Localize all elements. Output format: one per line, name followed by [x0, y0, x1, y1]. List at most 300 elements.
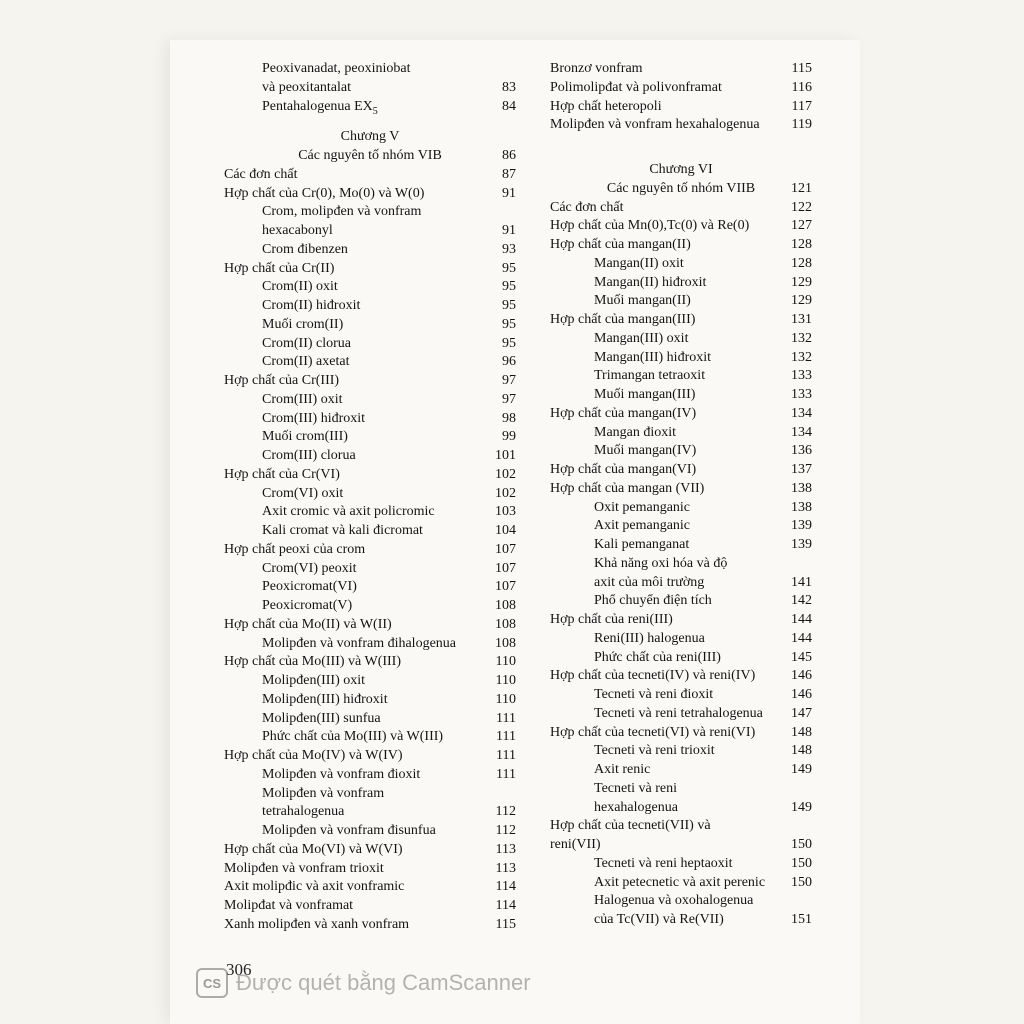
toc-entry [550, 461, 812, 480]
toc-entry-title [224, 541, 365, 560]
toc-entry-page: 112 [495, 804, 516, 820]
toc-entry-title [262, 60, 411, 79]
toc-entry [550, 311, 812, 330]
toc-entry [550, 686, 812, 705]
toc-entry [550, 405, 812, 424]
toc-entry-title [594, 292, 691, 311]
toc-entry-title [262, 353, 349, 372]
toc-entry-text: hexacabonyl [262, 223, 333, 238]
toc-entry [224, 728, 516, 747]
toc-entry-text: Muối mangan(III) [594, 387, 696, 402]
toc-entry [550, 911, 812, 930]
toc-entry-page: 107 [495, 560, 516, 576]
toc-entry-title [550, 311, 695, 330]
toc-entry [224, 391, 516, 410]
toc-entry-page: 137 [791, 462, 812, 477]
toc-entry-title [262, 522, 423, 541]
toc-entry [224, 710, 516, 729]
toc-entry-page: 133 [791, 387, 812, 402]
toc-entry [550, 742, 812, 761]
toc-entry-title [224, 372, 339, 391]
toc-entry [550, 330, 812, 349]
toc-entry-title [224, 897, 353, 916]
toc-entry-page: 150 [791, 837, 812, 852]
toc-entry-title [262, 241, 348, 260]
toc-entry-title [224, 260, 334, 279]
toc-entry-text: Tecneti và reni [594, 780, 677, 796]
toc-entry [550, 79, 812, 98]
toc-entry-title [594, 705, 763, 724]
toc-entry [224, 447, 516, 466]
toc-entry-page: 114 [495, 879, 516, 895]
toc-entry-title [262, 222, 333, 241]
toc-entry-text: và peoxitantalat [262, 79, 352, 95]
toc-entry-text: Axit cromic và axit policromic [262, 504, 435, 520]
toc-entry-text: Mangan(III) oxit [594, 330, 689, 346]
toc-entry-title [594, 574, 704, 593]
toc-entry-title [224, 616, 392, 635]
toc-entry-text: Hợp chất của mangan(II) [550, 237, 691, 252]
toc-entry-page: 139 [791, 537, 812, 552]
toc-entry [224, 860, 516, 879]
toc-entry [224, 560, 516, 579]
toc-entry-title [550, 611, 673, 630]
toc-entry-page: 99 [502, 429, 516, 445]
toc-entry-text: Crom(II) axetat [262, 354, 350, 370]
toc-entry [550, 60, 812, 79]
toc-entry [224, 278, 516, 297]
toc-entry [550, 892, 812, 911]
toc-entry-page: 104 [495, 523, 516, 538]
toc-entry-page: 108 [495, 598, 516, 613]
toc-entry-page: 98 [502, 410, 516, 426]
toc-entry-text: Hợp chất của Cr(VI) [224, 466, 340, 482]
toc-entry-page: 134 [791, 405, 812, 421]
toc-entry-text: Molipđen(III) hiđroxit [262, 691, 388, 707]
toc-entry-page: 132 [791, 349, 812, 365]
toc-entry-title [262, 578, 357, 597]
toc-entry-text: Molipđen(III) sunfua [262, 710, 381, 726]
toc-entry [550, 836, 812, 855]
toc-entry-title [594, 630, 705, 649]
toc-entry [224, 166, 516, 185]
toc-entry-title [550, 667, 755, 686]
toc-entry-text: Crom(III) hiđroxit [262, 410, 366, 426]
toc-entry-page: 146 [791, 668, 812, 684]
toc-entry [224, 597, 516, 616]
toc-entry-text: Molipđen và vonfram [262, 785, 385, 801]
toc-entry [224, 841, 516, 860]
toc-entry-text: Crom(III) oxit [262, 391, 343, 407]
toc-entry [550, 424, 812, 443]
toc-entry-text: axit của môi trường [594, 574, 705, 590]
toc-entry-text: tetrahalogenua [262, 804, 345, 820]
toc-entry-page: 116 [791, 79, 812, 95]
watermark-text: Được quét bằng CamScanner [236, 970, 531, 995]
camscanner-watermark [196, 968, 531, 998]
toc-entry [550, 480, 812, 499]
toc-entry-title [262, 560, 356, 579]
toc-entry-text: Muối crom(III) [262, 429, 348, 445]
toc-entry-text: Kali pemanganat [594, 537, 690, 552]
toc-entry-page: 128 [791, 255, 812, 271]
toc-entry-title [550, 161, 812, 180]
toc-entry-page: 95 [502, 316, 516, 332]
toc-entry-title [550, 60, 643, 79]
toc-entry [224, 428, 516, 447]
toc-entry-subscript: 5 [372, 105, 378, 117]
toc-entry [550, 630, 812, 649]
toc-entry-title [262, 335, 351, 354]
toc-entry-title [550, 199, 624, 218]
toc-spacer [224, 116, 516, 128]
toc-entry-page: 132 [791, 330, 812, 346]
toc-entry-page: 144 [791, 612, 812, 627]
toc-entry-text: Molipđen và vonfram trioxit [224, 860, 384, 876]
toc-entry [550, 499, 812, 518]
toc-entry-text: Hợp chất của mangan(IV) [550, 405, 697, 421]
toc-entry [550, 799, 812, 818]
toc-entry-text: Phức chất của reni(III) [594, 649, 721, 665]
toc-entry-text: Molipđen(III) oxit [262, 673, 366, 688]
toc-entry-text: Crom(II) clorua [262, 335, 352, 351]
toc-entry-text: Hợp chất của Mo(III) và W(III) [224, 654, 402, 670]
toc-entry-title [594, 536, 689, 555]
toc-entry-text: Hợp chất của Mo(II) và W(II) [224, 616, 392, 632]
toc-entry-page: 139 [791, 518, 812, 534]
toc-entry [550, 817, 812, 836]
toc-entry-page: 95 [502, 298, 516, 313]
toc-entry-title [262, 485, 343, 504]
toc-entry-text: Tecneti và reni tetrahalogenua [594, 705, 763, 721]
toc-entry-title [594, 742, 715, 761]
toc-entry-title [262, 278, 338, 297]
toc-entry-text: Reni(III) halogenua [594, 630, 705, 646]
toc-entry [224, 60, 516, 79]
toc-entry [224, 222, 516, 241]
toc-entry-page: 146 [791, 687, 812, 702]
toc-entry-page: 110 [495, 673, 516, 688]
toc-entry-title [594, 649, 721, 668]
toc-entry [224, 653, 516, 672]
toc-entry-title [224, 878, 404, 897]
toc-entry-page: 96 [502, 354, 516, 370]
toc-entry-title [594, 255, 684, 274]
toc-entry [224, 372, 516, 391]
toc-entry-text: Crom đibenzen [262, 241, 348, 257]
toc-entry [550, 780, 812, 799]
toc-entry-page: 95 [502, 260, 516, 276]
toc-entry-text: Tecneti và reni đioxit [594, 687, 714, 702]
toc-entry [550, 180, 812, 199]
toc-entry [224, 766, 516, 785]
toc-entry [224, 541, 516, 560]
toc-entry-page: 122 [791, 199, 812, 215]
toc-entry [550, 116, 812, 135]
toc-entry-text: Hợp chất của mangan(III) [550, 312, 696, 327]
toc-entry-text: Molipđen và vonfram đioxit [262, 766, 421, 782]
toc-entry-text: Axit petecnetic và axit perenic [594, 874, 766, 890]
toc-entry-page: 107 [495, 541, 516, 557]
toc-entry-text: Axit renic [594, 762, 651, 777]
toc-entry-title [262, 728, 443, 747]
toc-entry-title [550, 116, 760, 135]
toc-entry [224, 98, 516, 117]
toc-entry [224, 466, 516, 485]
toc-entry [224, 503, 516, 522]
toc-entry [550, 217, 812, 236]
toc-entry-text: Polimolipđat và polivonframat [550, 79, 722, 95]
toc-entry-title [224, 166, 298, 185]
toc-entry-text: Peoxivanadat, peoxiniobat [262, 61, 411, 76]
toc-entry-page: 147 [791, 705, 812, 721]
toc-entry [224, 522, 516, 541]
toc-entry-page: 134 [791, 424, 812, 440]
toc-entry-page: 111 [496, 766, 516, 782]
toc-entry-text: Các đơn chất [550, 199, 624, 215]
toc-entry-title [224, 747, 403, 766]
toc-entry-text: Hợp chất của mangan(VI) [550, 462, 697, 477]
toc-right-column [550, 60, 812, 930]
toc-entry-text: Hợp chất của Mn(0),Tc(0) và Re(0) [550, 218, 750, 234]
toc-entry-text: Hợp chất của reni(III) [550, 612, 673, 627]
toc-entry [550, 611, 812, 630]
toc-entry-text: Hợp chất của Cr(0), Mo(0) và W(0) [224, 185, 425, 201]
toc-entry-page: 149 [791, 762, 812, 777]
toc-entry-title [550, 724, 755, 743]
toc-entry [550, 555, 812, 574]
toc-entry [550, 874, 812, 893]
toc-entry [224, 79, 516, 98]
toc-entry [224, 785, 516, 804]
toc-entry [224, 203, 516, 222]
toc-entry-page: 114 [495, 898, 516, 913]
toc-entry-page: 107 [495, 579, 516, 595]
toc-entry-text: Hợp chất của tecneti(VI) và reni(VI) [550, 724, 756, 740]
toc-entry [550, 705, 812, 724]
toc-entry [550, 255, 812, 274]
toc-entry-title [594, 499, 690, 518]
toc-entry-page: 145 [791, 649, 812, 665]
toc-entry-page: 111 [496, 710, 516, 726]
toc-entry [550, 349, 812, 368]
toc-entry-title [594, 274, 706, 293]
toc-entry [224, 335, 516, 354]
toc-entry-title [262, 391, 342, 410]
toc-entry-title [550, 836, 601, 855]
toc-entry-title [594, 592, 712, 611]
toc-entry-text: Hợp chất của mangan (VII) [550, 480, 705, 496]
toc-entry [224, 353, 516, 372]
toc-entry-title [224, 185, 424, 204]
toc-entry-page: 86 [502, 148, 516, 163]
toc-left-column [224, 60, 516, 935]
toc-entry-text: Axit pemanganic [594, 518, 691, 534]
toc-entry-title [224, 466, 340, 485]
toc-entry-title [594, 349, 711, 368]
toc-entry-page: 131 [791, 312, 812, 327]
toc-entry [550, 724, 812, 743]
chapter-heading [224, 128, 516, 147]
toc-entry-text: Chương VI [649, 162, 713, 177]
toc-entry-page: 127 [791, 218, 812, 234]
toc-entry-text: Crom(II) hiđroxit [262, 298, 361, 313]
toc-entry [224, 747, 516, 766]
toc-entry [550, 536, 812, 555]
toc-entry-page: 129 [791, 293, 812, 309]
toc-entry-page: 148 [791, 724, 812, 740]
toc-entry-page: 148 [791, 743, 812, 759]
toc-entry [550, 592, 812, 611]
toc-entry-title [550, 480, 704, 499]
toc-entry-text: Hợp chất peoxi của crom [224, 541, 366, 557]
toc-entry-text: Hợp chất của Cr(III) [224, 373, 340, 388]
toc-entry-title [594, 780, 677, 799]
toc-entry-text: Muối mangan(IV) [594, 443, 697, 459]
toc-entry-text: Các nguyên tố nhóm VIB [298, 148, 442, 163]
toc-entry-text: Các đơn chất [224, 166, 298, 182]
toc-entry-page: 102 [495, 466, 516, 482]
toc-entry [224, 147, 516, 166]
toc-entry-title [262, 785, 384, 804]
toc-entry-title [262, 79, 351, 98]
toc-entry-page: 129 [791, 274, 812, 290]
toc-entry-text: Crom(II) oxit [262, 279, 338, 295]
toc-entry [550, 517, 812, 536]
toc-entry-title [262, 316, 343, 335]
toc-entry-text: Pentahalogenua EX [262, 98, 373, 114]
toc-entry-text: Hợp chất heteropoli [550, 98, 662, 114]
toc-entry [224, 297, 516, 316]
toc-entry-title [594, 424, 676, 443]
toc-entry-title [262, 766, 420, 785]
toc-entry-text: Khả năng oxi hóa và độ [594, 555, 728, 571]
toc-entry-title [262, 428, 348, 447]
toc-entry-title [550, 817, 711, 836]
toc-entry-page: 133 [791, 368, 812, 384]
toc-entry-text: Mangan(II) hiđroxit [594, 274, 707, 290]
toc-entry-text: Peoxicromat(V) [262, 598, 353, 613]
toc-entry-text: Molipđen và vonfram hexahalogenua [550, 117, 760, 133]
toc-entry-page: 128 [791, 237, 812, 252]
toc-entry-text: Tecneti và reni trioxit [594, 743, 715, 759]
toc-entry [550, 386, 812, 405]
toc-entry-page: 115 [791, 61, 812, 76]
toc-entry-title [594, 799, 678, 818]
toc-entry-text: Crom(VI) peoxit [262, 560, 357, 576]
toc-entry-title [594, 874, 765, 893]
toc-entry-title [262, 98, 378, 117]
toc-entry [550, 199, 812, 218]
toc-entry [550, 98, 812, 117]
toc-entry-text: Chương V [340, 129, 400, 145]
toc-entry-title [224, 860, 384, 879]
toc-entry-page: 121 [791, 180, 812, 196]
toc-entry-title [550, 405, 696, 424]
toc-entry-title [262, 635, 456, 654]
toc-entry [550, 761, 812, 780]
toc-entry-title [594, 892, 753, 911]
chapter-heading [550, 161, 812, 180]
toc-entry-title [262, 691, 388, 710]
toc-entry-page: 110 [495, 691, 516, 707]
toc-entry [224, 897, 516, 916]
toc-entry-title [594, 855, 733, 874]
toc-entry-title [550, 79, 722, 98]
toc-entry-page: 136 [791, 443, 812, 459]
toc-entry-page: 144 [791, 630, 812, 646]
toc-entry-text: Hợp chất của tecneti(IV) và reni(IV) [550, 668, 756, 684]
toc-entry-title [262, 597, 352, 616]
toc-entry-page: 101 [495, 448, 516, 463]
toc-spacer [550, 135, 812, 161]
toc-entry-text: Molipđen và vonfram đisunfua [262, 823, 436, 838]
toc-entry-text: Muối mangan(II) [594, 293, 691, 309]
toc-entry-page: 97 [502, 391, 516, 407]
toc-entry-text: Mangan(II) oxit [594, 255, 684, 271]
toc-entry-title [262, 297, 360, 316]
toc-entry-text: Crom, molipđen và vonfram [262, 204, 422, 220]
toc-entry [550, 442, 812, 461]
toc-entry [224, 672, 516, 691]
toc-entry-title [594, 442, 696, 461]
toc-entry-page: 117 [791, 98, 812, 114]
toc-entry-text: Hợp chất của tecneti(VII) và [550, 818, 711, 834]
toc-entry-page: 108 [495, 635, 516, 651]
toc-entry-text: Crom(III) clorua [262, 448, 356, 463]
toc-entry-page: 93 [502, 241, 516, 257]
toc-entry-page: 119 [791, 117, 812, 133]
toc-entry-title [224, 653, 401, 672]
toc-entry-page: 149 [791, 799, 812, 815]
toc-entry-page: 84 [502, 98, 516, 114]
toc-entry-text: Bronzơ vonfram [550, 61, 643, 76]
toc-entry-text: của Tc(VII) và Re(VII) [594, 912, 724, 927]
toc-entry-text: Halogenua và oxohalogenua [594, 893, 754, 909]
toc-entry-title [550, 180, 812, 199]
toc-entry-text: Kali cromat và kali đicromat [262, 523, 423, 538]
toc-entry-page: 113 [495, 860, 516, 876]
toc-entry [224, 916, 516, 935]
toc-entry-text: hexahalogenua [594, 799, 678, 815]
toc-entry [550, 236, 812, 255]
page-number: 306 [226, 960, 252, 979]
toc-entry-text: Hợp chất của Mo(VI) và W(VI) [224, 841, 403, 857]
toc-entry-text: reni(VII) [550, 837, 601, 852]
toc-entry [224, 635, 516, 654]
toc-entry-page: 87 [502, 166, 516, 182]
toc-entry [550, 274, 812, 293]
toc-entry-page: 111 [496, 748, 516, 763]
toc-entry-page: 138 [791, 499, 812, 515]
toc-entry-title [550, 98, 662, 117]
toc-entry [224, 410, 516, 429]
toc-entry-text: Mangan đioxit [594, 424, 677, 440]
toc-entry-page: 112 [495, 823, 516, 838]
toc-entry-title [594, 686, 713, 705]
toc-entry-title [224, 916, 409, 935]
camscanner-logo-icon: CS [196, 968, 228, 998]
toc-entry-page: 103 [495, 504, 516, 520]
toc-entry [224, 316, 516, 335]
toc-entry-text: Hợp chất của Mo(IV) và W(IV) [224, 748, 403, 763]
toc-entry-text: Trimangan tetraoxit [594, 368, 706, 384]
toc-entry [224, 822, 516, 841]
toc-entry-text: Phức chất của Mo(III) và W(III) [262, 729, 444, 745]
toc-entry-title [550, 461, 696, 480]
toc-entry-text: Hợp chất của Cr(II) [224, 260, 335, 276]
toc-entry-title [594, 517, 690, 536]
